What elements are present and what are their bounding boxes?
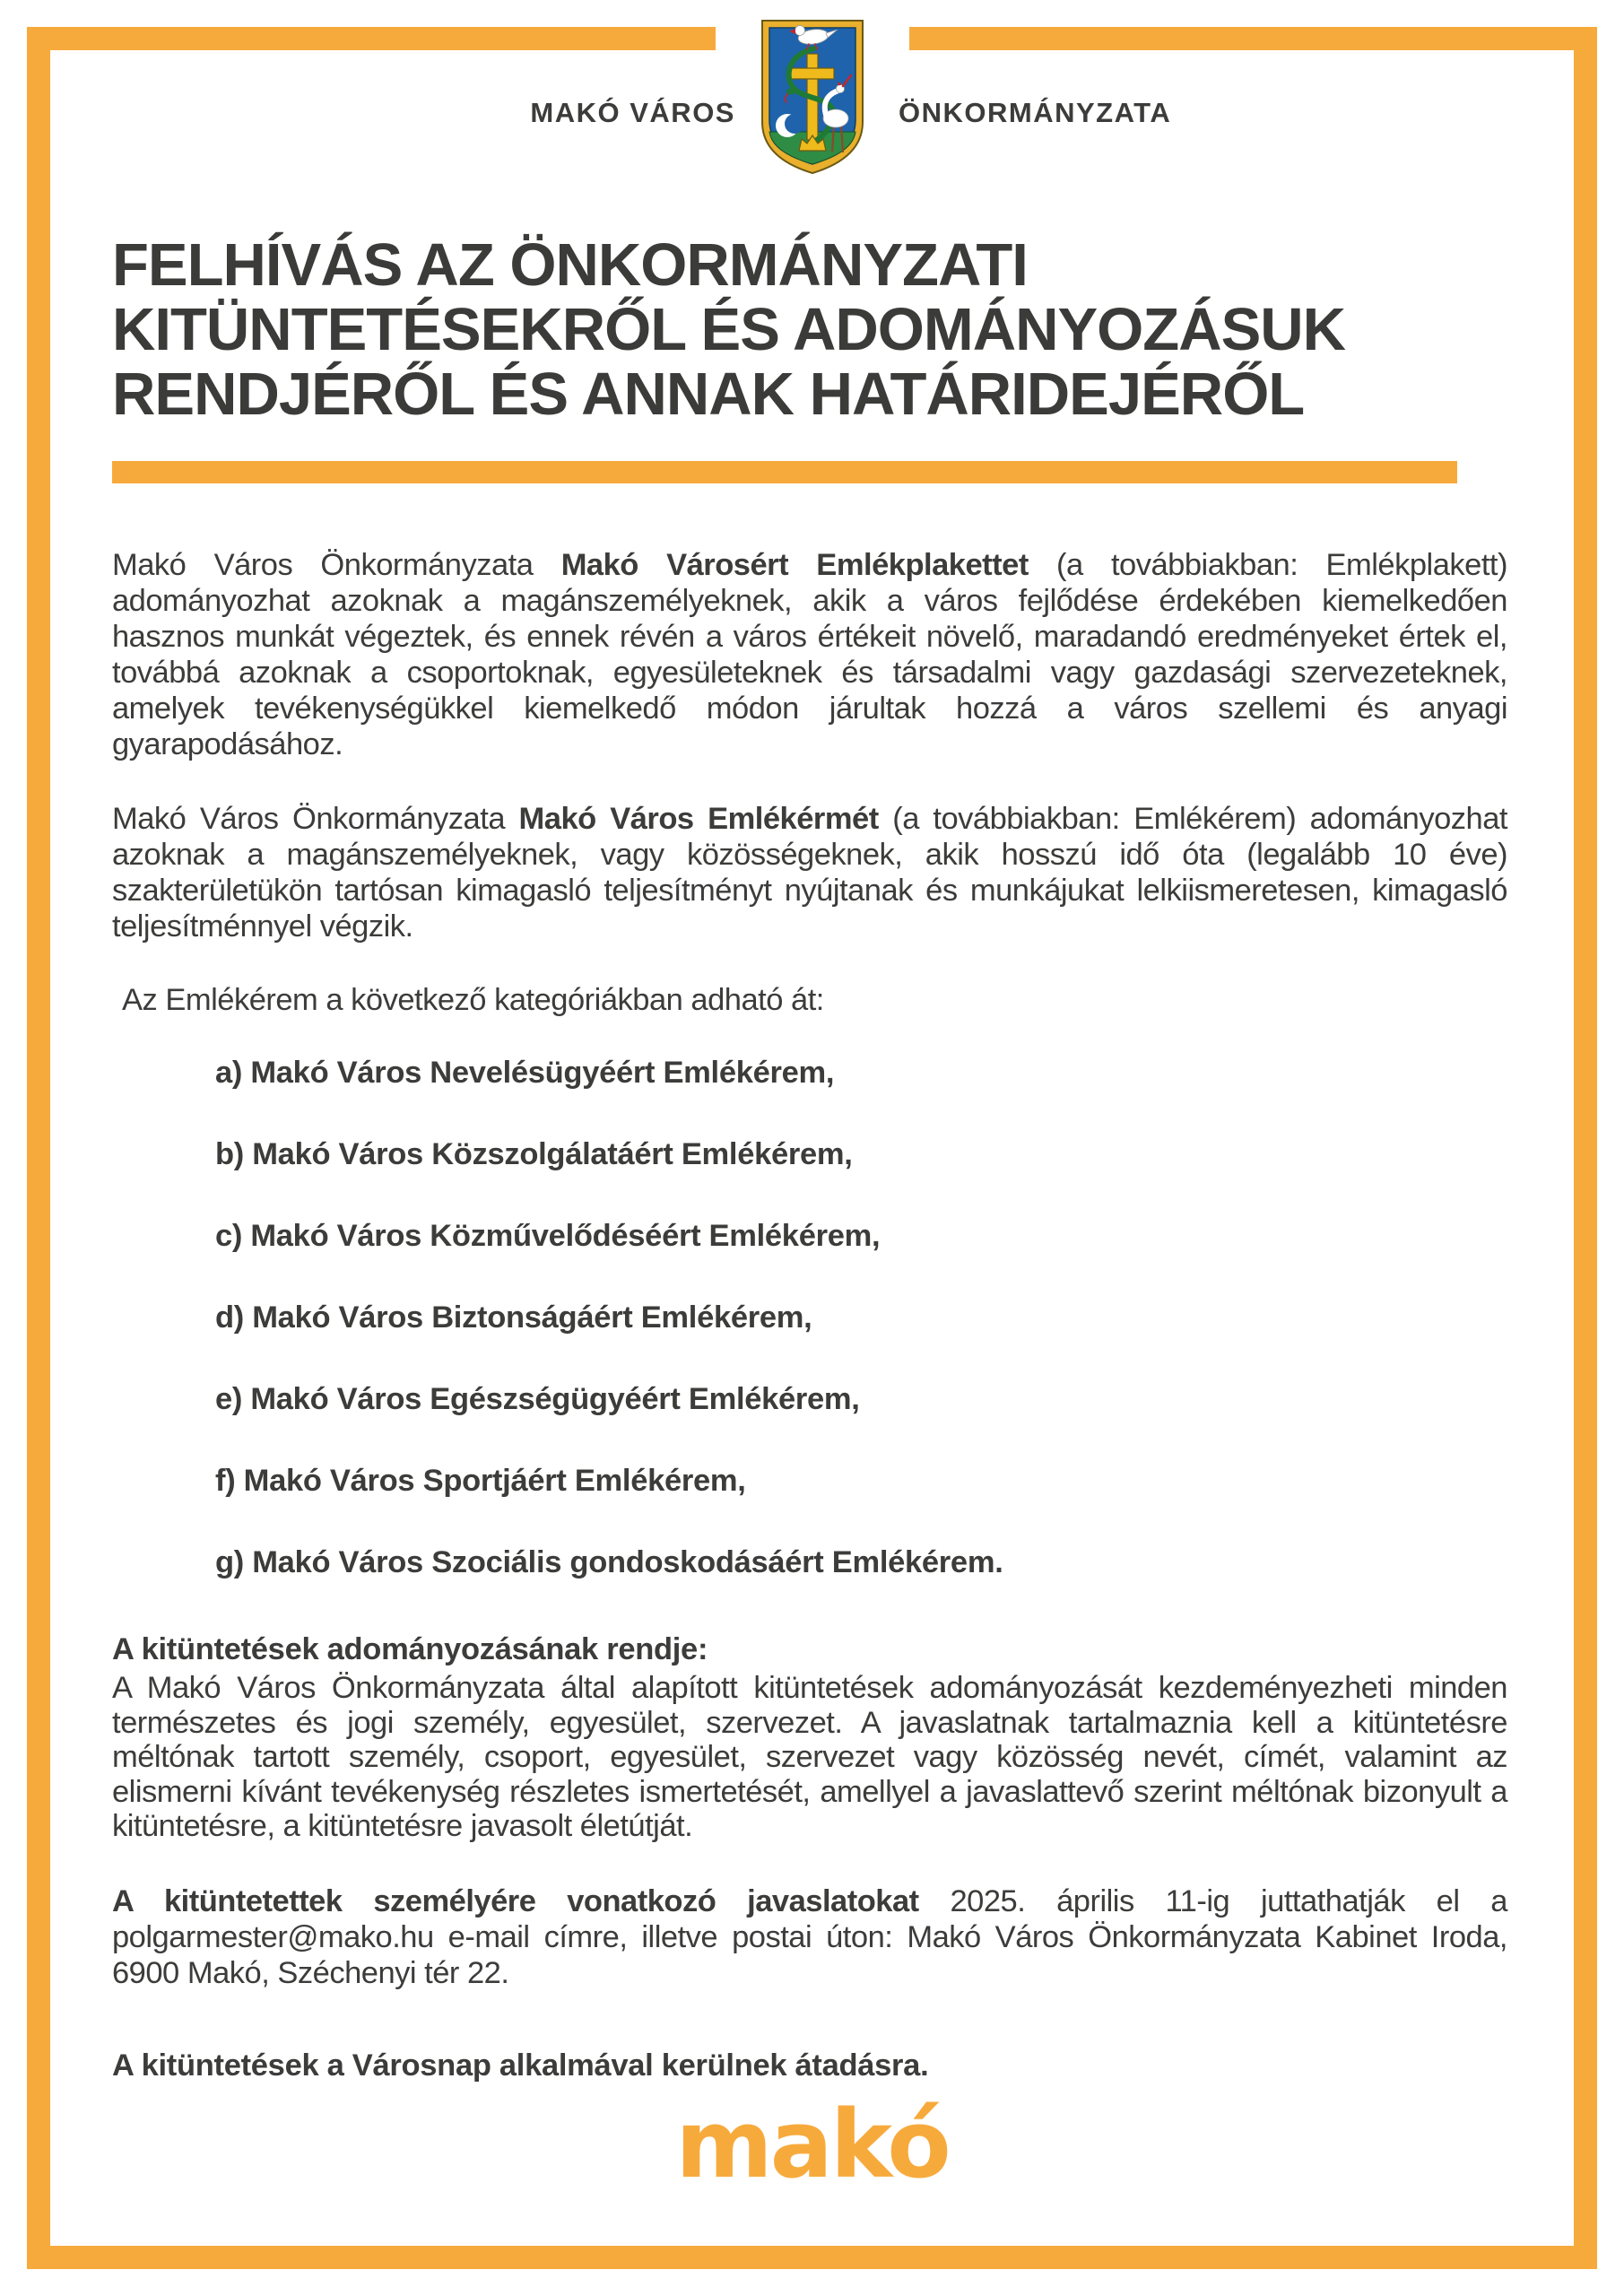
paragraph-order: A Makó Város Önkormányzata által alapított kitüntetések adományozását kezdeményezheti minden természetes és jogi személy, egyesület, szervezet. A javaslatnak tartalmaznia kell a kitüntetésre méltónak tartott személy, csoport, egyesület, szervezet vagy közösség nevét, címét, valamint az elismerni kívánt tevékenység részletes ismertetését, amellyel a javaslattevő szerint méltónak bizonyult a kitüntetésre, a kitüntetésre javasolt életútját. [112, 1671, 1507, 1843]
page-title [112, 233, 1516, 427]
p2-award-name: Makó Város Emlékérmét [518, 802, 879, 836]
title-line-1: FELHÍVÁS AZ ÖNKORMÁNYZATI [112, 231, 1028, 299]
award-category-list [215, 1055, 1003, 1626]
title-divider-bar [112, 461, 1457, 483]
mako-coat-of-arms-icon [758, 18, 867, 176]
award-item-g: g) Makó Város Szociális gondoskodásáért Emlékérem. [215, 1545, 1003, 1579]
paragraph-deadline [112, 1883, 1507, 1991]
deadline-rest: 2025. április 11-ig juttathatják el a polgarmester@mako.hu e-mail címre, illetve postai úton: Makó Város Önkormányzata Kabinet Iroda, 6900 Makó, Széchenyi tér 22. [112, 1884, 1507, 1990]
title-line-2: KITÜNTETÉSEKRŐL ÉS ADOMÁNYOZÁSUK [112, 296, 1346, 363]
categories-intro: Az Emlékérem a következő kategóriákban adható át: [122, 983, 824, 1017]
award-item-a: a) Makó Város Nevelésügyéért Emlékérem, [215, 1056, 835, 1090]
award-item-b: b) Makó Város Közszolgálatáért Emlékérem, [215, 1137, 853, 1171]
award-item-e: e) Makó Város Egészségügyéért Emlékérem, [215, 1382, 860, 1416]
mako-logo-wordmark: makó [675, 2090, 949, 2199]
award-item-d: d) Makó Város Biztonságáért Emlékérem, [215, 1300, 812, 1335]
p1-prefix: Makó Város Önkormányzata [112, 548, 561, 582]
p2-prefix: Makó Város Önkormányzata [112, 802, 519, 836]
deadline-bold: A kitüntetettek személyére vonatkozó javaslatokat [112, 1884, 919, 1918]
p1-rest: (a továbbiakban: Emlékplakett) adományozhat azoknak a magánszemélyeknek, akik a város fejlődése érdekében kiemelkedően hasznos munkát végeztek, és ennek révén a város értékeit növelő, maradandó eredményeket értek el, továbbá azoknak a csoportoknak, egyesületeknek és társadalmi vagy gazdasági szervezeteknek, amelyek tevékenységükkel kiemelkedő módon járultak hozzá a város szellemi és anyagi gyarapodásához. [112, 548, 1507, 761]
award-item-c: c) Makó Város Közművelődéséért Emlékérem, [215, 1219, 881, 1253]
award-item-f: f) Makó Város Sportjáért Emlékérem, [215, 1464, 746, 1498]
header-org-name: ÖNKORMÁNYZATA [899, 97, 1172, 128]
header-city-name: MAKÓ VÁROS [530, 97, 735, 128]
order-section-heading: A kitüntetések adományozásának rendje: [112, 1632, 708, 1666]
paragraph-emlekerem [112, 801, 1507, 944]
p1-award-name: Makó Városért Emlékplakettet [560, 548, 1029, 582]
paragraph-emlekplakett [112, 547, 1507, 762]
title-line-3: RENDJÉRŐL ÉS ANNAK HATÁRIDEJÉRŐL [112, 361, 1305, 428]
closing-statement: A kitüntetések a Városnap alkalmával kerülnek átadásra. [112, 2048, 929, 2083]
p2-rest: (a továbbiakban: Emlékérem) adományozhat azoknak a magánszemélyeknek, vagy közösségeknek, akik hosszú idő óta (legalább 10 éve) szakterületükön tartósan kimagasló teljesítményt nyújtanak és munkájukat lelkiismeretesen, kimagasló teljesítménnyel végzik. [112, 802, 1508, 944]
